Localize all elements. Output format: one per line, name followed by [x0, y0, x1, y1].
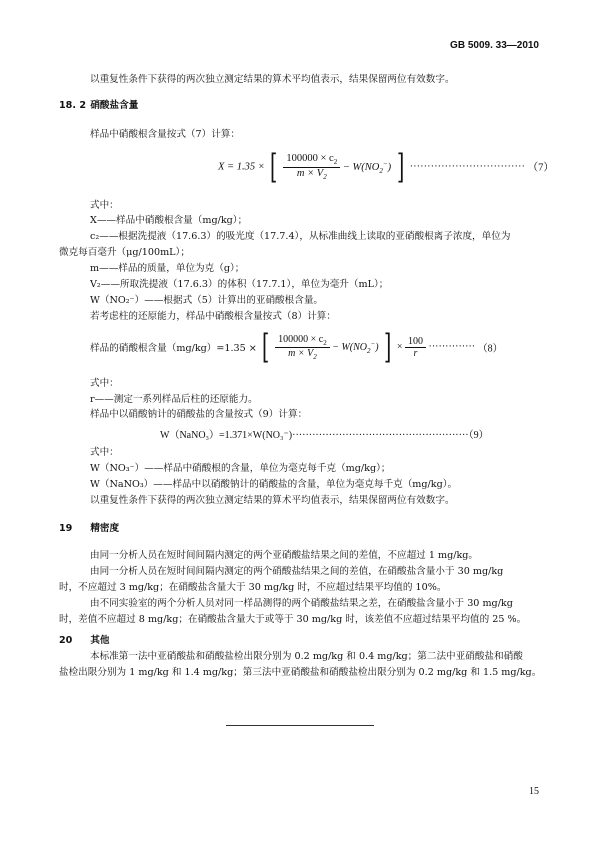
- left-bracket: [: [262, 327, 270, 367]
- section-number: 20: [59, 635, 73, 646]
- def-w-no2: W（NO₂⁻）——根据式（5）计算出的亚硝酸根含量。: [90, 295, 324, 306]
- formula7-fraction: [283, 153, 340, 180]
- right-bracket: ]: [396, 147, 405, 187]
- right-bracket: ]: [384, 327, 392, 367]
- precision-para-2: 由同一分析人员在短时间间隔内测定的两个硝酸盐结果之间的差值，在硝酸盐含量小于 30 mg/kg: [90, 566, 504, 577]
- section-number: 19: [59, 523, 73, 534]
- formula8-denominator: $m \times V_2$: [288, 347, 317, 361]
- where-label-3: 式中：: [90, 447, 119, 458]
- def-w-nano3: W（NaNO₃）——样品中以硝酸钠计的硝酸盐的含量，单位为毫克每千克（mg/kg）。: [90, 479, 458, 490]
- formula8-ratio: [405, 336, 426, 359]
- section-title: 硝酸盐含量: [90, 100, 139, 111]
- section-20-heading: [59, 632, 110, 646]
- other-para-1-cont: 盐检出限分别为 1 mg/kg 和 1.4 mg/kg；第三法中亚硝酸盐和硝酸盐检出限分别为 0.2 mg/kg 和 1.5 mg/kg。: [59, 667, 542, 678]
- formula-8: [90, 327, 503, 367]
- def-c2-cont: 微克每百毫升（μg/100mL）；: [59, 247, 190, 258]
- ratio-numerator: 100: [405, 336, 426, 348]
- def-x: X——样品中硝酸根含量（mg/kg）；: [90, 215, 248, 226]
- intro-line: 以重复性条件下获得的两次独立测定结果的算术平均值表示，结果保留两位有效数字。: [90, 74, 455, 85]
- formula7-leader-dots: ·································: [409, 161, 526, 173]
- other-para-1: 本标准第一法中亚硝酸盐和硝酸盐检出限分别为 0.2 mg/kg 和 0.4 mg/kg；第二法中亚硝酸盐和硝酸: [90, 651, 523, 662]
- formula9-leader-dots: ·····················································: [292, 430, 469, 441]
- section-title: 其他: [90, 635, 110, 646]
- where-label-2: 式中：: [90, 378, 119, 389]
- formula8-intro: 若考虑柱的还原能力，样品中硝酸根含量按式（8）计算：: [90, 311, 336, 322]
- formula7-intro: 样品中硝酸根含量按式（7）计算：: [90, 129, 241, 140]
- precision-para-2-cont: 时，不应超过 3 mg/kg；在硝酸盐含量大于 30 mg/kg 时，不应超过结果平均值的 10%。: [59, 582, 447, 593]
- formula8-leader-dots: ··············: [428, 341, 476, 353]
- formula9-intro: 样品中以硝酸钠计的硝酸盐的含量按式（9）计算：: [90, 409, 308, 420]
- section-19-heading: [59, 520, 119, 534]
- left-bracket: [: [270, 147, 278, 187]
- formula9-label: （9）: [468, 430, 489, 441]
- formula7-lhs: X = 1.35 ×: [218, 161, 265, 173]
- precision-para-1: 由同一分析人员在短时间间隔内测定的两个亚硝酸盐结果之间的差值，不应超过 1 mg/kg。: [90, 550, 479, 561]
- precision-para-3: 由不同实验室的两个分析人员对同一样品测得的两个硝酸盐结果之差，在硝酸盐含量小于 30 mg/kg: [90, 598, 513, 609]
- def-m: m——样品的质量，单位为克（g）；: [90, 263, 245, 274]
- page-number: 15: [529, 786, 539, 797]
- formula7-denominator: $m \times V_2$: [296, 167, 327, 181]
- section-18-2-heading: [59, 97, 138, 111]
- formula8-minus-term: − $W(NO_2^-)$: [332, 339, 379, 355]
- formula8-label: （8）: [477, 343, 503, 355]
- doc-header-id: GB 5009. 33—2010: [450, 40, 539, 51]
- formula-7: [218, 147, 554, 187]
- formula8-numerator: $100000 \times c_2$: [275, 334, 330, 348]
- formula7-numerator: $100000 \times c_2$: [283, 153, 340, 167]
- precision-para-3-cont: 时，差值不应超过 8 mg/kg；在硝酸盐含量大于或等于 30 mg/kg 时，该差值不应超过结果平均值的 25 %。: [59, 614, 527, 625]
- formula7-label: （7）: [527, 162, 554, 174]
- formula7-minus-term: − $W(NO_2^-)$: [342, 159, 392, 175]
- section-number: 18. 2: [59, 100, 87, 111]
- formula8-times: ×: [396, 341, 403, 353]
- where-label: 式中：: [90, 200, 119, 211]
- formula8-fraction: [275, 334, 330, 361]
- def-c2: c₂——根据洗提液（17.6.3）的吸光度（17.7.4），从标准曲线上读取的亚硝酸根离子浓度，单位为: [90, 231, 511, 242]
- formula-9: [160, 426, 489, 441]
- section-title: 精密度: [90, 523, 120, 534]
- end-rule: [226, 725, 374, 726]
- formula8-lhs: 样品的硝酸根含量（mg/kg）=1.35 ×: [90, 343, 257, 354]
- result-line: 以重复性条件下获得的两次独立测定结果的算术平均值表示，结果保留两位有效数字。: [90, 495, 455, 506]
- def-r: r——测定一系列样品后柱的还原能力。: [90, 394, 258, 405]
- ratio-denominator: r: [413, 347, 418, 359]
- formula9-text: W（NaNO₃）=1.371×W(NO₃⁻): [160, 430, 293, 441]
- def-w-no3: W（NO₃⁻）——样品中硝酸根的含量，单位为毫克每千克（mg/kg）；: [90, 463, 391, 474]
- def-v2: V₂——所取洗提液（17.6.3）的体积（17.7.1），单位为毫升（mL）；: [90, 279, 389, 290]
